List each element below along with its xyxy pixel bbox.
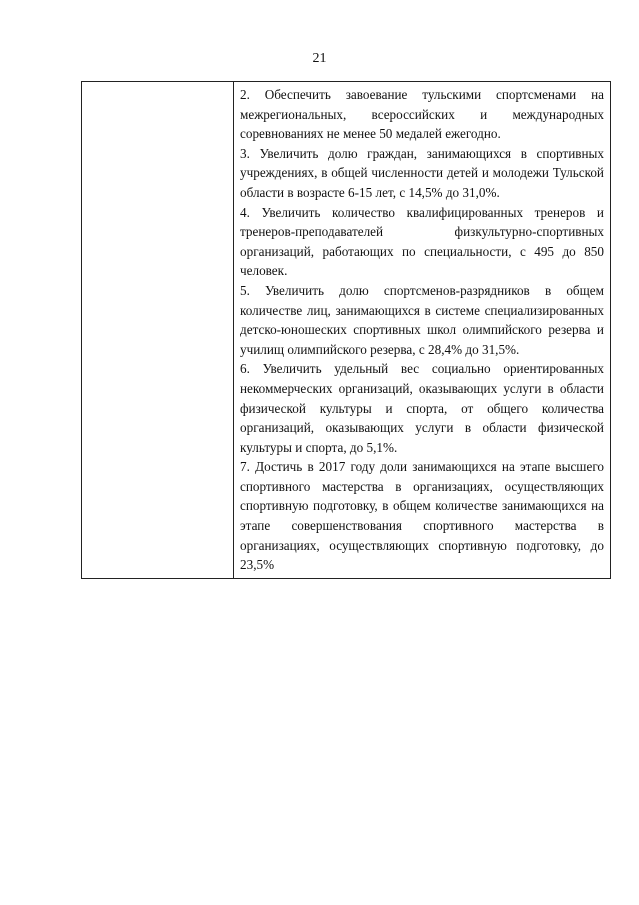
page-number: 21 [312,51,327,66]
targets-list [234,82,610,578]
targets-table [81,81,611,579]
target-item-7: 7. Достичь в 2017 году доли занимающихся на этапе высшего спортивного мастерства в организациях, осуществляющих спортивную подготовку, в общем количестве занимающихся на этапе совершенствования спортивного мастерства в организациях, осуществляющих спортивную подготовку, до 23,5% [240,459,604,573]
target-item-3: 3. Увеличить долю граждан, занимающихся в спортивных учреждениях, в общей численности детей и молодежи Тульской области в возрасте 6-15 лет, с 14,5% до 31,0%. [240,145,604,200]
target-item-6: 6. Увеличить удельный вес социально ориентированных некоммерческих организаций, оказывающих услуги в области физической культуры и спорта, от общего количества организаций, оказывающих услуги в области физической культуры и спорта, до 5,1%. [240,361,604,455]
right-cell [234,82,611,579]
target-item-5: 5. Увеличить долю спортсменов-разрядников в общем количестве лиц, занимающихся в системе специализированных детско-юношеских спортивных школ олимпийского резерва и училищ олимпийского резерва, с 28,4% до 31,5%. [240,282,604,357]
target-item-2: 2. Обеспечить завоевание тульскими спортсменами на межрегиональных, всероссийских и международных соревнованиях не менее 50 медалей ежегодно. [240,87,604,142]
target-item-4: 4. Увеличить количество квалифицированных тренеров и тренеров-преподавателей физкультурно-спортивных организаций, работающих по специальности, с 495 до 850 человек. [240,204,604,279]
table-row [82,82,611,579]
left-cell [82,82,234,579]
left-cell-text [82,82,233,88]
